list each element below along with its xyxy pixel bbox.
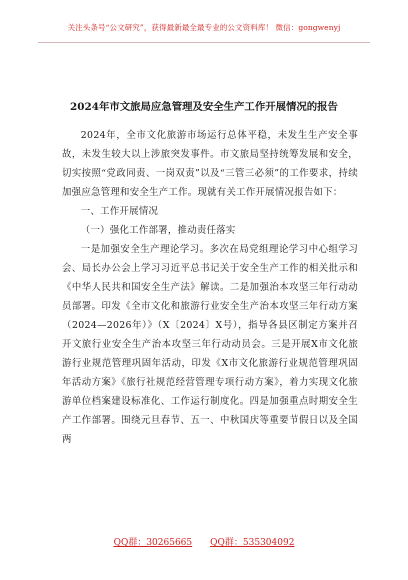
promo-banner: 关注头条号“公文研究”，获得最新最全最专业的公文资料库！ 微信：gongwenyj xyxy=(67,23,341,32)
qq-group-link-2[interactable]: QQ群：535304092 xyxy=(210,538,295,548)
document-body xyxy=(62,126,358,449)
intro-paragraph: 2024年，全市文化旅游市场运行总体平稳，未发生生产安全事故，未发生较大以上涉旅突发事件。市文旅局坚持统筹发展和安全，切实按照“党政同责、一岗双责”以及“三管三必须”的工作要求，持续加强应急管理和安全生产工作。现就有关工作开展情况报告如下： xyxy=(62,130,358,198)
body-paragraph: 一是加强安全生产理论学习。多次在局党组理论学习中心组学习会、局长办公会上学习习近平总书记关于安全生产工作的相关批示和《中华人民共和国安全生产法》解读。二是加强治本攻坚三年行动动员部署。印发《全市文化和旅游行业安全生产治本攻坚三年行动方案（2024—2026年）》（X〔2024〕X号），指导各县区制定方案并召开文旅行业安全生产治本攻坚三年行动动员会。三是开展X市文化旅游行业规范管理巩固年活动，印发《X市文化旅游行业规范管理巩固年活动方案》《旅行社规范经营管理专项行动方案》，着力实现文化旅游单位档案建设标准化、工作运行制度化。四是加强重点时期安全生产工作部署。围绕元旦春节、五一、中秋国庆等重要节假日以及全国两 xyxy=(62,244,358,445)
footer-contact xyxy=(0,535,408,548)
subsection-heading: （一）强化工作部署，推动责任落实 xyxy=(80,225,236,236)
section-heading: 一、工作开展情况 xyxy=(80,206,159,217)
document-title: 2024年市文旅局应急管理及安全生产工作开展情况的报告 xyxy=(70,101,338,113)
header-divider xyxy=(38,42,370,43)
qq-group-link-1[interactable]: QQ群：30265665 xyxy=(113,538,193,548)
